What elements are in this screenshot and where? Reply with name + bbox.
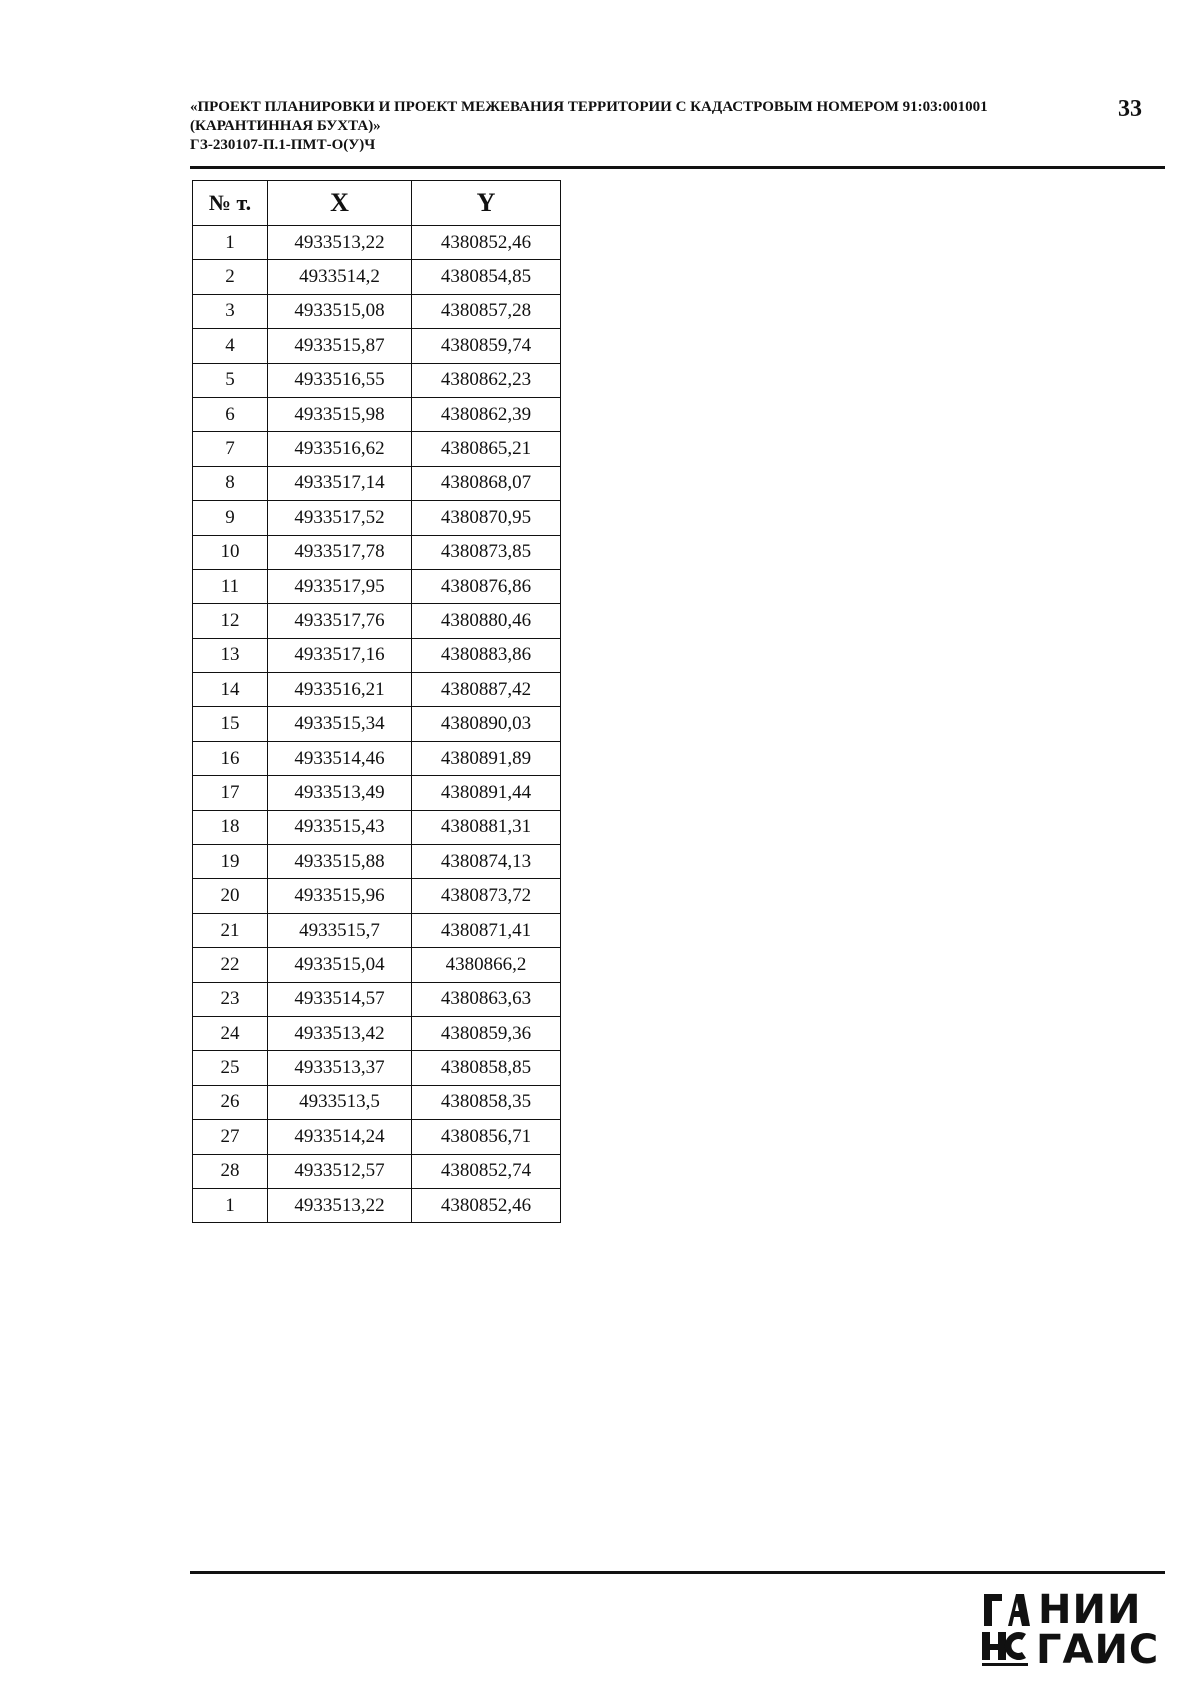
cell-point-number: 9: [193, 501, 268, 535]
coordinates-table: [192, 180, 561, 1223]
table-row: [193, 604, 561, 638]
table-row: [193, 948, 561, 982]
cell-point-number: 12: [193, 604, 268, 638]
cell-point-number: 21: [193, 913, 268, 947]
cell-y: 4380852,46: [412, 1188, 561, 1222]
cell-y: 4380876,86: [412, 569, 561, 603]
page-number: 33: [1118, 96, 1142, 122]
cell-point-number: 19: [193, 845, 268, 879]
cell-point-number: 28: [193, 1154, 268, 1188]
cell-y: 4380873,72: [412, 879, 561, 913]
cell-y: 4380881,31: [412, 810, 561, 844]
cell-y: 4380874,13: [412, 845, 561, 879]
cell-point-number: 10: [193, 535, 268, 569]
table-row: [193, 810, 561, 844]
cell-x: 4933517,95: [268, 569, 412, 603]
cell-point-number: 11: [193, 569, 268, 603]
cell-x: 4933513,22: [268, 226, 412, 260]
cell-x: 4933515,87: [268, 329, 412, 363]
table-row: [193, 294, 561, 328]
table-row: [193, 432, 561, 466]
cell-x: 4933516,55: [268, 363, 412, 397]
table-row: [193, 569, 561, 603]
table-body: [193, 226, 561, 1223]
cell-x: 4933512,57: [268, 1154, 412, 1188]
cell-x: 4933516,62: [268, 432, 412, 466]
cell-x: 4933515,34: [268, 707, 412, 741]
cell-point-number: 25: [193, 1051, 268, 1085]
cell-y: 4380862,23: [412, 363, 561, 397]
table-header-row: [193, 181, 561, 226]
cell-x: 4933514,2: [268, 260, 412, 294]
cell-y: 4380866,2: [412, 948, 561, 982]
cell-point-number: 20: [193, 879, 268, 913]
cell-x: 4933515,08: [268, 294, 412, 328]
cell-y: 4380854,85: [412, 260, 561, 294]
table-row: [193, 466, 561, 500]
cell-point-number: 14: [193, 673, 268, 707]
cell-point-number: 16: [193, 741, 268, 775]
cell-x: 4933513,42: [268, 1016, 412, 1050]
cell-point-number: 6: [193, 397, 268, 431]
cell-y: 4380870,95: [412, 501, 561, 535]
cell-x: 4933514,24: [268, 1120, 412, 1154]
cell-x: 4933513,49: [268, 776, 412, 810]
cell-x: 4933515,98: [268, 397, 412, 431]
cell-x: 4933514,46: [268, 741, 412, 775]
cell-x: 4933513,22: [268, 1188, 412, 1222]
table-row: [193, 329, 561, 363]
cell-point-number: 8: [193, 466, 268, 500]
cell-y: 4380857,28: [412, 294, 561, 328]
cell-x: 4933517,16: [268, 638, 412, 672]
table-row: [193, 501, 561, 535]
cell-point-number: 15: [193, 707, 268, 741]
cell-point-number: 13: [193, 638, 268, 672]
nii-gais-logo: [980, 1587, 1160, 1673]
cell-y: 4380887,42: [412, 673, 561, 707]
table-row: [193, 535, 561, 569]
cell-x: 4933515,04: [268, 948, 412, 982]
cell-point-number: 18: [193, 810, 268, 844]
cell-point-number: 4: [193, 329, 268, 363]
cell-x: 4933517,52: [268, 501, 412, 535]
cell-point-number: 27: [193, 1120, 268, 1154]
cell-y: 4380890,03: [412, 707, 561, 741]
cell-y: 4380863,63: [412, 982, 561, 1016]
cell-point-number: 1: [193, 226, 268, 260]
table-row: [193, 879, 561, 913]
cell-point-number: 7: [193, 432, 268, 466]
column-header-y: Y: [412, 181, 561, 226]
table-row: [193, 1085, 561, 1119]
table-row: [193, 982, 561, 1016]
cell-x: 4933515,43: [268, 810, 412, 844]
cell-x: 4933516,21: [268, 673, 412, 707]
cell-y: 4380880,46: [412, 604, 561, 638]
cell-x: 4933513,5: [268, 1085, 412, 1119]
cell-y: 4380883,86: [412, 638, 561, 672]
cell-x: 4933517,14: [268, 466, 412, 500]
table-row: [193, 776, 561, 810]
cell-y: 4380858,85: [412, 1051, 561, 1085]
cell-y: 4380868,07: [412, 466, 561, 500]
cell-point-number: 23: [193, 982, 268, 1016]
column-header-point-number: № т.: [193, 181, 268, 226]
cell-point-number: 24: [193, 1016, 268, 1050]
cell-y: 4380871,41: [412, 913, 561, 947]
table-row: [193, 673, 561, 707]
cell-y: 4380858,35: [412, 1085, 561, 1119]
gaisevastopol-logo-mark-icon: [980, 1590, 1030, 1670]
column-header-x: X: [268, 181, 412, 226]
cell-y: 4380852,46: [412, 226, 561, 260]
logo-text-nii: НИИ: [1038, 1587, 1142, 1633]
cell-point-number: 17: [193, 776, 268, 810]
table-row: [193, 397, 561, 431]
table-row: [193, 913, 561, 947]
cell-y: 4380891,44: [412, 776, 561, 810]
cell-y: 4380856,71: [412, 1120, 561, 1154]
cell-x: 4933515,7: [268, 913, 412, 947]
document-header: [190, 98, 1090, 155]
table-row: [193, 741, 561, 775]
header-document-code: ГЗ-230107-П.1-ПМТ-О(У)Ч: [190, 137, 376, 153]
cell-x: 4933513,37: [268, 1051, 412, 1085]
table-row: [193, 638, 561, 672]
table-row: [193, 260, 561, 294]
table-row: [193, 707, 561, 741]
cell-x: 4933517,78: [268, 535, 412, 569]
cell-y: 4380852,74: [412, 1154, 561, 1188]
cell-point-number: 22: [193, 948, 268, 982]
cell-y: 4380859,74: [412, 329, 561, 363]
cell-y: 4380859,36: [412, 1016, 561, 1050]
cell-x: 4933515,96: [268, 879, 412, 913]
cell-y: 4380873,85: [412, 535, 561, 569]
cell-point-number: 3: [193, 294, 268, 328]
table-row: [193, 1051, 561, 1085]
cell-y: 4380865,21: [412, 432, 561, 466]
cell-point-number: 2: [193, 260, 268, 294]
cell-point-number: 26: [193, 1085, 268, 1119]
footer-divider: [190, 1571, 1165, 1574]
table-row: [193, 1120, 561, 1154]
header-title-line2: (КАРАНТИННАЯ БУХТА)»: [190, 118, 381, 134]
cell-x: 4933515,88: [268, 845, 412, 879]
cell-point-number: 1: [193, 1188, 268, 1222]
table-row: [193, 1154, 561, 1188]
logo-text-gais: ГАИС: [1036, 1627, 1160, 1673]
header-divider: [190, 166, 1165, 169]
cell-point-number: 5: [193, 363, 268, 397]
cell-x: 4933517,76: [268, 604, 412, 638]
cell-y: 4380891,89: [412, 741, 561, 775]
cell-y: 4380862,39: [412, 397, 561, 431]
table-row: [193, 845, 561, 879]
table-row: [193, 226, 561, 260]
table-row: [193, 1188, 561, 1222]
table-row: [193, 363, 561, 397]
header-title-line1: «ПРОЕКТ ПЛАНИРОВКИ И ПРОЕКТ МЕЖЕВАНИЯ ТЕРРИТОРИИ С КАДАСТРОВЫМ НОМЕРОМ 91:03:001001: [190, 99, 988, 115]
cell-x: 4933514,57: [268, 982, 412, 1016]
table-row: [193, 1016, 561, 1050]
